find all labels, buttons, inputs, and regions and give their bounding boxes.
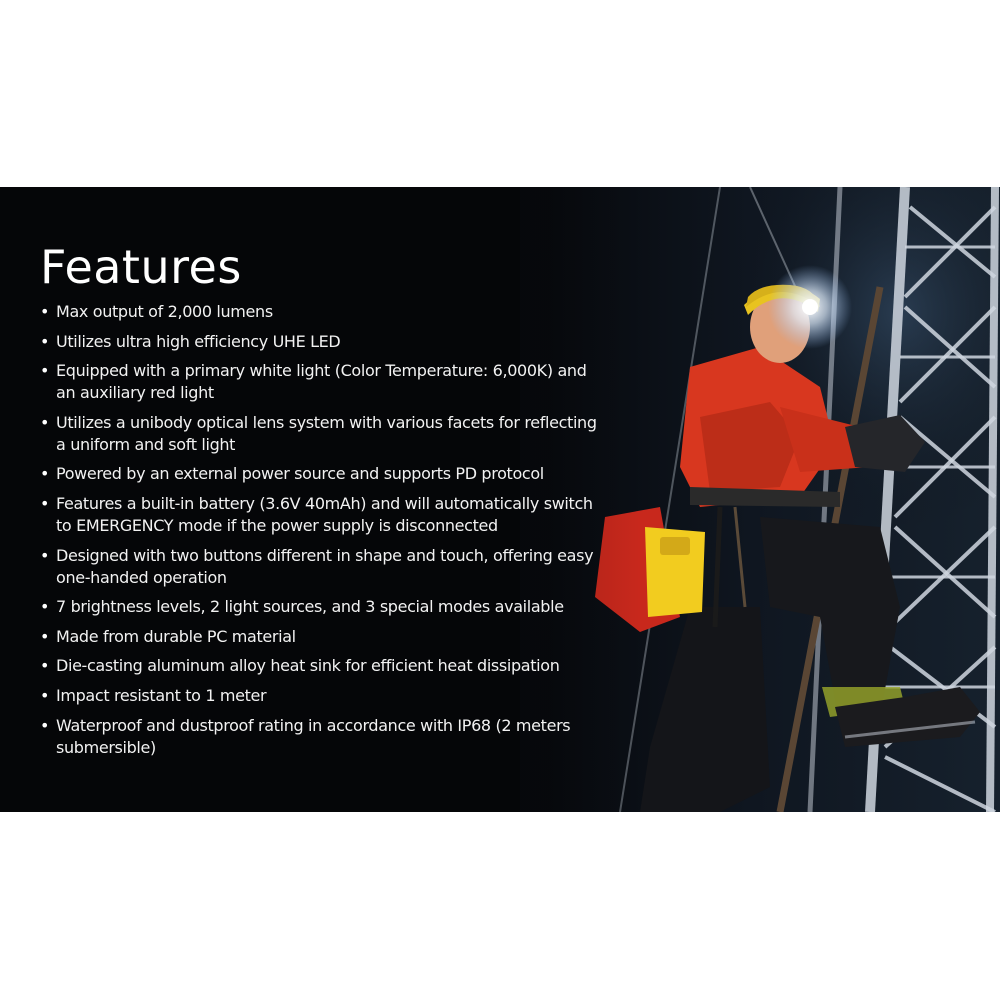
bullet-icon: •	[40, 656, 50, 676]
bullet-icon: •	[40, 361, 50, 381]
feature-item	[40, 412, 600, 456]
feature-text: Waterproof and dustproof rating in accordance with IP68 (2 meters submersible)	[56, 715, 571, 757]
bullet-icon: •	[40, 302, 50, 321]
feature-text: Made from durable PC material	[56, 626, 296, 646]
feature-text: Features a built-in battery (3.6V 40mAh) and will automatically switch to EMERGENCY mode if the power supply is disconnected	[56, 493, 593, 535]
bullet-icon: •	[40, 331, 50, 351]
feature-text: Utilizes ultra high efficiency UHE LED	[56, 331, 341, 351]
feature-text: Powered by an external power source and supports PD protocol	[56, 464, 544, 484]
features-title: Features	[40, 240, 242, 294]
feature-item	[40, 655, 600, 677]
feature-item	[40, 463, 600, 485]
bullet-icon: •	[40, 715, 50, 735]
feature-item	[40, 545, 600, 589]
features-list	[40, 301, 600, 759]
features-panel	[40, 239, 600, 766]
bullet-icon: •	[40, 685, 50, 705]
feature-banner	[0, 187, 1000, 812]
feature-item	[40, 626, 600, 648]
bullet-icon: •	[40, 545, 50, 565]
feature-text: 7 brightness levels, 2 light sources, and 3 special modes available	[56, 597, 564, 617]
feature-item	[40, 301, 600, 323]
feature-item	[40, 685, 600, 707]
bullet-icon: •	[40, 626, 50, 646]
bullet-icon: •	[40, 597, 50, 617]
bullet-icon: •	[40, 493, 50, 513]
feature-text: Max output of 2,000 lumens	[56, 302, 273, 321]
bullet-icon: •	[40, 464, 50, 484]
feature-item	[40, 596, 600, 618]
feature-text: Equipped with a primary white light (Color Temperature: 6,000K) and an auxiliary red light	[56, 361, 587, 403]
feature-item	[40, 715, 600, 759]
feature-item	[40, 493, 600, 537]
feature-text: Utilizes a unibody optical lens system with various facets for reflecting a uniform and soft light	[56, 412, 597, 454]
feature-item	[40, 331, 600, 353]
feature-text: Impact resistant to 1 meter	[56, 685, 267, 705]
feature-text: Designed with two buttons different in shape and touch, offering easy one-handed operation	[56, 545, 594, 587]
feature-item	[40, 360, 600, 404]
bullet-icon: •	[40, 412, 50, 432]
feature-text: Die-casting aluminum alloy heat sink for efficient heat dissipation	[56, 656, 560, 676]
